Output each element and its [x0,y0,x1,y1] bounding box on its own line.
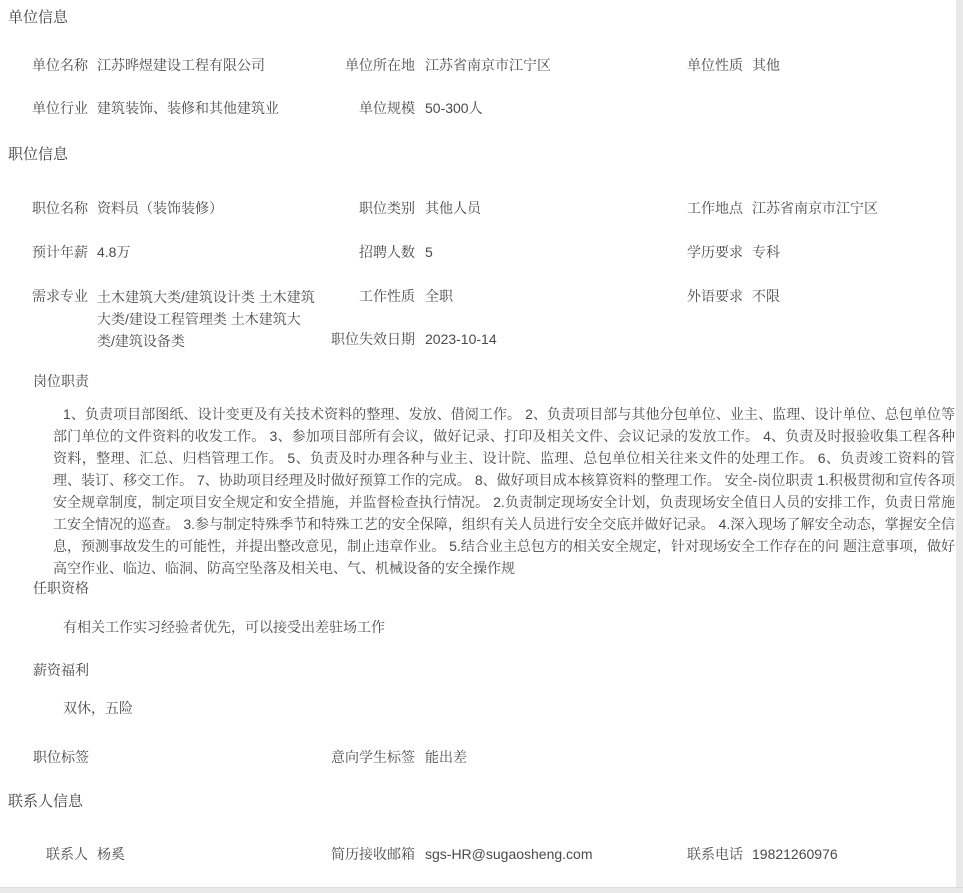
job-tag-label: 职位标签 [33,749,89,765]
section-header-job-info: 职位信息 [8,146,69,163]
section-header-benefits: 薪资福利 [33,662,89,678]
unit-nature-value: 其他 [752,57,780,73]
section-header-qualifications: 任职资格 [33,580,89,596]
tags-row [0,747,963,769]
benefits-text: 双休，五险 [63,700,133,716]
job-title-label: 职位名称 [32,200,88,216]
unit-info-row-2 [0,98,963,120]
job-expire-date-value: 2023-10-14 [425,331,497,347]
contact-email-label: 简历接收邮箱 [331,846,415,862]
section-header-duties: 岗位职责 [33,373,89,389]
page-right-edge [956,0,963,893]
duties-text: 1、负责项目部图纸、设计变更及有关技术资料的整理、发放、借阅工作。 2、负责项目部与其他分包单位、业主、监理、设计单位、总包单位等部门单位的文件资料的收发工作。 3、参加项目部所有会议，做好记录、打印及相关文件、会议记录的发放工作。 4、负责及时报验收集工程各种资料，整理、汇总、归档管理工作。 5、负责及时办理各种与业主、设计院、监理、总包单位相关往来文件的处理工作。 6、负责竣工资料的管理、装订、移交工作。 7、协助项目经理及时做好预算工作的完成。 8、做好项目成本核算资料的整理工作。 安全-岗位职责 1.积极贯彻和宣传各项安全规章制度，制定项目安全规定和安全措施，并监督检查执行情况。 2.负责制定现场安全计划，负责现场安全值日人员的安排工作，负责日常施工安全情况的巡查。 3.参与制定特殊季节和特殊工艺的安全保障，组织有关人员进行安全交底并做好记录。 4.深入现场了解安全动态，掌握安全信息，预测事故发生的可能性，并提出整改意见，制止违章作业。 5.结合业主总包方的相关安全规定，针对现场安全工作存在的问 题注意事项，做好高空作业、临边、临洞、防高空坠落及相关电、气、机械设备的安全操作规 [53,406,955,576]
job-info-row-2 [0,242,963,264]
unit-name-value: 江苏晔煜建设工程有限公司 [97,57,265,73]
unit-industry-value: 建筑装饰、装修和其他建筑业 [97,100,279,116]
contact-person-label: 联系人 [46,846,88,862]
contact-row [0,844,963,866]
unit-scale-value: 50-300人 [425,100,483,116]
job-type-value: 全职 [425,288,453,304]
job-majors-value: 土木建筑大类/建筑设计类 土木建筑大类/建设工程管理类 土木建筑大类/建筑设备类 [97,289,315,349]
job-foreign-language-label: 外语要求 [687,288,743,304]
section-header-contact-info: 联系人信息 [8,793,84,810]
qualifications-text: 有相关工作实习经验者优先，可以接受出差驻场工作 [63,619,385,635]
contact-phone-value: 19821260976 [752,846,838,862]
job-workplace-value: 江苏省南京市江宁区 [752,200,878,216]
unit-scale-label: 单位规模 [359,100,415,116]
job-salary-label: 预计年薪 [32,244,88,260]
job-foreign-language-value: 不限 [752,288,780,304]
unit-name-label: 单位名称 [32,57,88,73]
job-info-row-1 [0,198,963,220]
job-salary-value: 4.8万 [97,244,131,260]
job-type-label: 工作性质 [359,288,415,304]
job-title-value: 资料员（装饰装修） [97,200,223,216]
unit-nature-label: 单位性质 [687,57,743,73]
section-header-unit-info: 单位信息 [8,9,69,26]
job-headcount-label: 招聘人数 [359,244,415,260]
student-tag-label: 意向学生标签 [331,749,415,765]
contact-phone-label: 联系电话 [687,846,743,862]
unit-location-label: 单位所在地 [345,57,415,73]
job-info-row-3 [0,286,963,356]
job-education-value: 专科 [752,244,780,260]
job-headcount-value: 5 [425,244,433,260]
job-majors-label: 需求专业 [32,288,88,304]
page-bottom-edge [0,887,963,893]
unit-industry-label: 单位行业 [32,100,88,116]
unit-info-row-1 [0,55,963,77]
unit-location-value: 江苏省南京市江宁区 [425,57,551,73]
contact-person-value: 杨奚 [97,846,125,862]
job-category-label: 职位类别 [359,200,415,216]
contact-email-value: sgs-HR@sugaosheng.com [425,846,593,862]
job-workplace-label: 工作地点 [687,200,743,216]
job-category-value: 其他人员 [425,200,481,216]
job-education-label: 学历要求 [687,244,743,260]
job-expire-date-label: 职位失效日期 [331,331,415,347]
student-tag-value: 能出差 [425,749,467,765]
